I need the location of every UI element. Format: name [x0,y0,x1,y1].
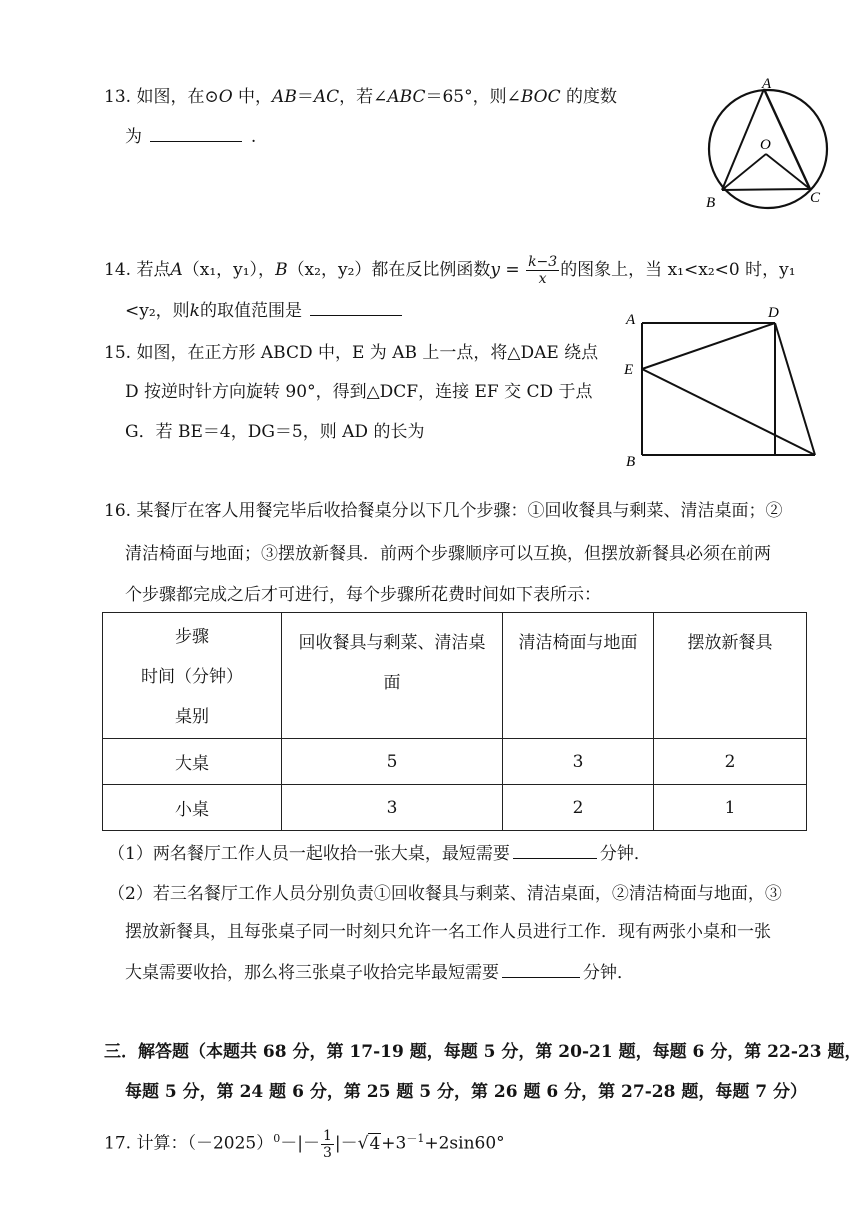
table-row: 小桌 3 2 1 [103,785,807,831]
q13-number: 13. [104,87,132,107]
q13-label-O: O [760,137,771,153]
q17-number: 17. [104,1133,132,1154]
q16-sub2-line3: 大桌需要收拾，那么将三张桌子收拾完毕最短需要 分钟． [125,963,634,983]
q16-number: 16. [104,501,132,521]
q13-circle-figure [700,74,840,214]
q15-square-figure [620,303,830,473]
q14-number: 14. [104,260,132,280]
q17-line: 17. 计算：$(-2025)^0-|-$ $\frac{1}{3}$ $|-√4+3^{-1}+2\sin 60^\circ$ [104,1127,505,1161]
q14-line2: <y₂，则k的取值范围是 [125,300,405,322]
q16-sub2-line2: 摆放新餐具，且每张桌子同一时刻只允许一名工作人员进行工作．现有两张小桌和一张 [125,922,771,942]
q13-answer-blank[interactable] [150,140,242,142]
table-header-row [103,613,807,739]
q16-sub1-answer-blank[interactable] [513,857,597,859]
q15-label-A: A [626,312,636,328]
q13-label-B: B [706,195,716,211]
q15-label-D: D [768,305,779,321]
q16-sub2-line1: （2）若三名餐厅工作人员分别负责①回收餐具与剩菜、清洁桌面，②清洁椅面与地面，③ [108,884,782,904]
q16-line1: 16. 某餐厅在客人用餐完毕后收拾餐桌分以下几个步骤：①回收餐具与剩菜、清洁桌面；② [104,501,783,521]
q15-label-B: B [626,454,636,470]
q17-fraction: $\frac{1}{3}$ [322,1127,332,1161]
section3-header-line1: 三．解答题（本题共 68 分，第 17-19 题，每题 5 分，第 20-21 题，每题 6 分，第 22-23 题， [104,1042,862,1062]
q13-label-C: C [810,190,821,206]
table-corner-cell: 步骤 时间（分钟） 桌别 [103,613,282,739]
q15-line2: D 按逆时针方向旋转 90°，得到△DCF，连接 EF 交 CD 于点 [125,382,593,402]
q15-line3: G．若 BE＝4，DG＝5，则 AD 的长为 [125,422,425,442]
q16-line2: 清洁椅面与地面；③摆放新餐具．前两个步骤顺序可以互换，但摆放新餐具必须在前两 [125,544,771,564]
q16-steps-table [102,612,807,831]
q16-sub1: （1）两名餐厅工作人员一起收拾一张大桌，最短需要 分钟． [108,844,651,864]
q15-label-E: E [624,362,634,378]
q13-label-A: A [762,76,772,92]
q15-number: 15. [104,343,132,363]
q14-fraction: $\frac{k-3}{x}$ [528,254,558,287]
q14-answer-blank[interactable] [310,314,402,316]
q14-line1: 14. 若点A（x₁，y₁），B（x₂，y₂）都在反比例函数y = $\frac{k-3}{x}$ 的图象上，当 x₁<x₂<0 时，y₁ [104,254,796,287]
q16-line3: 个步骤都完成之后才可进行，每个步骤所花费时间如下表所示： [125,585,601,605]
table-header-col1: 回收餐具与剩菜、清洁桌 面 [282,613,503,739]
table-row: 大桌 5 3 2 [103,739,807,785]
q16-sub2-answer-blank[interactable] [502,976,580,978]
table-header-col3: 摆放新餐具 [654,613,807,739]
table-header-col2: 清洁椅面与地面 [503,613,654,739]
q15-line1: 15. 如图，在正方形 ABCD 中，E 为 AB 上一点，将△DAE 绕点 [104,343,599,363]
section3-header-line2: 每题 5 分，第 24 题 6 分，第 25 题 5 分，第 26 题 6 分，第 27-28 题，每题 7 分） [125,1082,808,1102]
q13-line1: 13. 如图，在⊙O 中，AB＝AC，若∠ABC＝65°，则∠BOC 的度数 [104,87,618,107]
q13-line2: 为 . [125,127,257,147]
